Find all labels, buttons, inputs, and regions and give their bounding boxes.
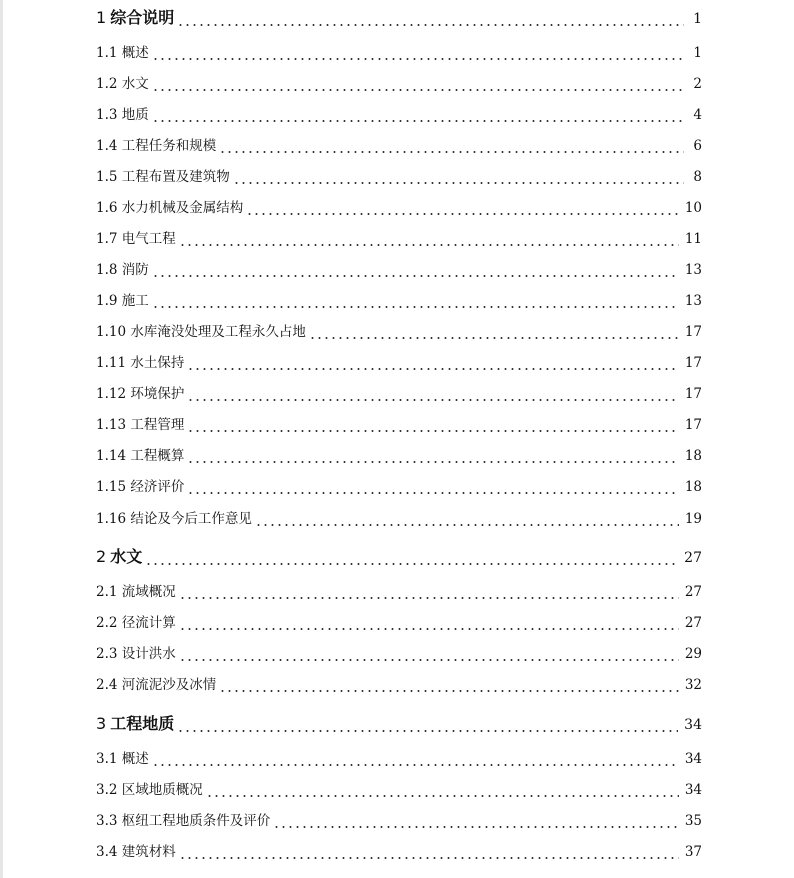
toc-dot-leader: [187, 385, 678, 403]
toc-dot-leader: [187, 478, 678, 496]
toc-dot-leader: [219, 676, 679, 694]
toc-section-entry[interactable]: [96, 575, 702, 601]
toc-page-number: 34: [684, 751, 702, 767]
toc-section-entry[interactable]: [96, 835, 702, 861]
toc-entry-title: 水文: [110, 547, 143, 566]
toc-dot-leader: [152, 106, 684, 124]
toc-section-entry[interactable]: [96, 98, 702, 124]
toc-entry-number: 1.7: [96, 231, 118, 247]
toc-entry-label: [96, 547, 142, 567]
toc-entry-title: 枢纽工程地质条件及评价: [121, 813, 271, 829]
toc-section-entry[interactable]: [96, 804, 702, 830]
toc-entry-label: [96, 8, 174, 28]
toc-dot-leader: [187, 416, 678, 434]
toc-chapter-entry[interactable]: [96, 2, 702, 28]
toc-page-number: 27: [684, 550, 702, 566]
toc-entry-number: 1.3: [96, 107, 118, 123]
toc-entry-number: 3.2: [96, 782, 118, 798]
toc-section-entry[interactable]: [96, 377, 702, 403]
toc-entry-title: 工程管理: [130, 417, 185, 433]
toc-chapter-entry[interactable]: [96, 541, 702, 567]
toc-section-entry[interactable]: [96, 36, 702, 62]
toc-page-number: 11: [684, 231, 702, 247]
toc-entry-label: [96, 510, 252, 528]
toc-dot-leader: [273, 812, 679, 830]
toc-section-entry[interactable]: [96, 222, 702, 248]
toc-entry-label: [96, 750, 149, 768]
toc-section-entry[interactable]: [96, 668, 702, 694]
toc-entry-number: 1.10: [96, 324, 127, 340]
toc-dot-leader: [187, 447, 678, 465]
toc-dot-leader: [179, 614, 679, 632]
toc-page-number: 2: [693, 76, 702, 92]
toc-entry-title: 水文: [121, 76, 149, 92]
toc-section-entry[interactable]: [96, 253, 702, 279]
toc-section-entry[interactable]: [96, 502, 702, 528]
toc-section-entry[interactable]: [96, 129, 702, 155]
toc-page-number: 1: [693, 11, 702, 27]
toc-entry-number: 2.1: [96, 584, 118, 600]
toc-entry-title: 综合说明: [110, 8, 175, 27]
toc-entry-number: 2.3: [96, 646, 118, 662]
toc-entry-number: 2: [96, 547, 107, 566]
toc-entry-label: [96, 676, 216, 694]
toc-section-entry[interactable]: [96, 284, 702, 310]
toc-entry-number: 1.16: [96, 511, 127, 527]
toc-entry-label: [96, 137, 216, 155]
toc-dot-leader: [219, 137, 684, 155]
toc-entry-number: 1.6: [96, 200, 118, 216]
toc-section-entry[interactable]: [96, 315, 702, 341]
toc-entry-label: [96, 261, 149, 279]
toc-entry-label: [96, 106, 149, 124]
toc-entry-number: 1.2: [96, 76, 118, 92]
toc-entry-number: 2.4: [96, 677, 118, 693]
toc-dot-leader: [152, 750, 679, 768]
toc-entry-label: [96, 354, 184, 372]
toc-entry-label: [96, 323, 306, 341]
toc-section-entry[interactable]: [96, 742, 702, 768]
toc-entry-title: 结论及今后工作意见: [130, 511, 252, 527]
toc-entry-number: 1.1: [96, 45, 118, 61]
toc-dot-leader: [179, 230, 679, 248]
toc-page-number: 13: [684, 293, 702, 309]
toc-page-number: 34: [684, 717, 702, 733]
toc-entry-title: 区域地质概况: [121, 782, 203, 798]
toc-page-number: 27: [684, 615, 702, 631]
toc-entry-label: [96, 230, 176, 248]
toc-page-number: 35: [684, 813, 702, 829]
toc-entry-title: 建筑材料: [121, 844, 176, 860]
toc-entry-number: 1.11: [96, 355, 127, 371]
toc-entry-title: 设计洪水: [121, 646, 176, 662]
toc-entry-number: 1.14: [96, 448, 127, 464]
toc-entry-title: 水库淹没处理及工程永久占地: [130, 324, 306, 340]
toc-page-number: 4: [693, 107, 702, 123]
toc-section-entry[interactable]: [96, 346, 702, 372]
toc-entry-title: 工程布置及建筑物: [121, 169, 230, 185]
toc-dot-leader: [177, 10, 684, 28]
toc-entry-number: 1.8: [96, 262, 118, 278]
toc-dot-leader: [309, 323, 679, 341]
toc-entry-title: 工程地质: [110, 714, 175, 733]
toc-entry-title: 河流泥沙及冰情: [121, 677, 217, 693]
toc-entry-label: [96, 812, 270, 830]
toc-page-number: 18: [684, 479, 702, 495]
toc-dot-leader: [145, 549, 678, 567]
toc-entry-title: 环境保护: [130, 386, 185, 402]
toc-entry-label: [96, 478, 184, 496]
toc-entry-label: [96, 44, 149, 62]
toc-dot-leader: [206, 781, 679, 799]
toc-section-entry[interactable]: [96, 470, 702, 496]
toc-section-entry[interactable]: [96, 606, 702, 632]
toc-entry-number: 1.13: [96, 417, 127, 433]
toc-chapter-entry[interactable]: [96, 708, 702, 734]
toc-entry-label: [96, 714, 174, 734]
toc-entry-number: 3.4: [96, 844, 118, 860]
toc-entry-label: [96, 199, 243, 217]
toc-entry-number: 1.15: [96, 479, 127, 495]
toc-entry-label: [96, 75, 149, 93]
toc-dot-leader: [255, 510, 679, 528]
toc-entry-label: [96, 168, 230, 186]
toc-page-number: 17: [684, 386, 702, 402]
toc-entry-title: 概述: [121, 45, 149, 61]
toc-dot-leader: [179, 645, 679, 663]
toc-entry-title: 径流计算: [121, 615, 176, 631]
toc-page-number: 32: [684, 677, 702, 693]
toc-entry-title: 工程概算: [130, 448, 185, 464]
toc-entry-label: [96, 385, 184, 403]
toc-entry-number: 1.4: [96, 138, 118, 154]
toc-section-entry[interactable]: [96, 67, 702, 93]
toc-dot-leader: [179, 843, 679, 861]
toc-entry-label: [96, 416, 184, 434]
toc-entry-label: [96, 781, 203, 799]
toc-dot-leader: [177, 716, 678, 734]
toc-entry-title: 电气工程: [121, 231, 176, 247]
toc-page-number: 17: [684, 417, 702, 433]
toc-dot-leader: [152, 292, 679, 310]
toc-page-number: 27: [684, 584, 702, 600]
toc-dot-leader: [152, 44, 684, 62]
toc-section-entry[interactable]: [96, 160, 702, 186]
toc-entry-number: 1.9: [96, 293, 118, 309]
toc-page-number: 13: [684, 262, 702, 278]
toc-dot-leader: [246, 199, 679, 217]
toc-section-entry[interactable]: [96, 637, 702, 663]
toc-dot-leader: [179, 583, 679, 601]
toc-entry-title: 水土保持: [130, 355, 185, 371]
toc-entry-label: [96, 645, 176, 663]
toc-page-number: 8: [693, 169, 702, 185]
toc-entry-title: 水力机械及金属结构: [121, 200, 244, 216]
toc-entry-number: 3.3: [96, 813, 118, 829]
toc-entry-label: [96, 583, 176, 601]
toc-entry-number: 3.1: [96, 751, 118, 767]
toc-entry-title: 施工: [121, 293, 149, 309]
toc-dot-leader: [187, 354, 678, 372]
toc-page-number: 6: [693, 138, 702, 154]
toc-entry-number: 1.12: [96, 386, 127, 402]
toc-entry-number: 1: [96, 8, 107, 27]
toc-page-number: 17: [684, 355, 702, 371]
toc-section-entry[interactable]: [96, 439, 702, 465]
toc-entry-title: 地质: [121, 107, 149, 123]
toc-dot-leader: [233, 168, 684, 186]
page-edge: [0, 0, 3, 878]
toc-page-number: 37: [684, 844, 702, 860]
toc-entry-label: [96, 292, 149, 310]
toc-page-number: 29: [684, 646, 702, 662]
toc-entry-label: [96, 447, 184, 465]
toc-section-entry[interactable]: [96, 408, 702, 434]
toc-entry-label: [96, 614, 176, 632]
toc-entry-number: 2.2: [96, 615, 118, 631]
toc-entry-number: 3: [96, 714, 107, 733]
toc-page-number: 19: [684, 511, 702, 527]
toc-page-number: 34: [684, 782, 702, 798]
toc-entry-title: 经济评价: [130, 479, 185, 495]
toc-page-number: 1: [693, 45, 702, 61]
toc-page-number: 10: [684, 200, 702, 216]
toc-entry-title: 概述: [121, 751, 149, 767]
toc-section-entry[interactable]: [96, 773, 702, 799]
toc-dot-leader: [152, 75, 684, 93]
toc-entry-label: [96, 843, 176, 861]
toc-page-number: 17: [684, 324, 702, 340]
toc-dot-leader: [152, 261, 679, 279]
toc-entry-title: 工程任务和规模: [121, 138, 217, 154]
toc-page-number: 18: [684, 448, 702, 464]
toc-entry-title: 消防: [121, 262, 149, 278]
toc-section-entry[interactable]: [96, 191, 702, 217]
toc-entry-title: 流域概况: [121, 584, 176, 600]
toc-entry-number: 1.5: [96, 169, 118, 185]
